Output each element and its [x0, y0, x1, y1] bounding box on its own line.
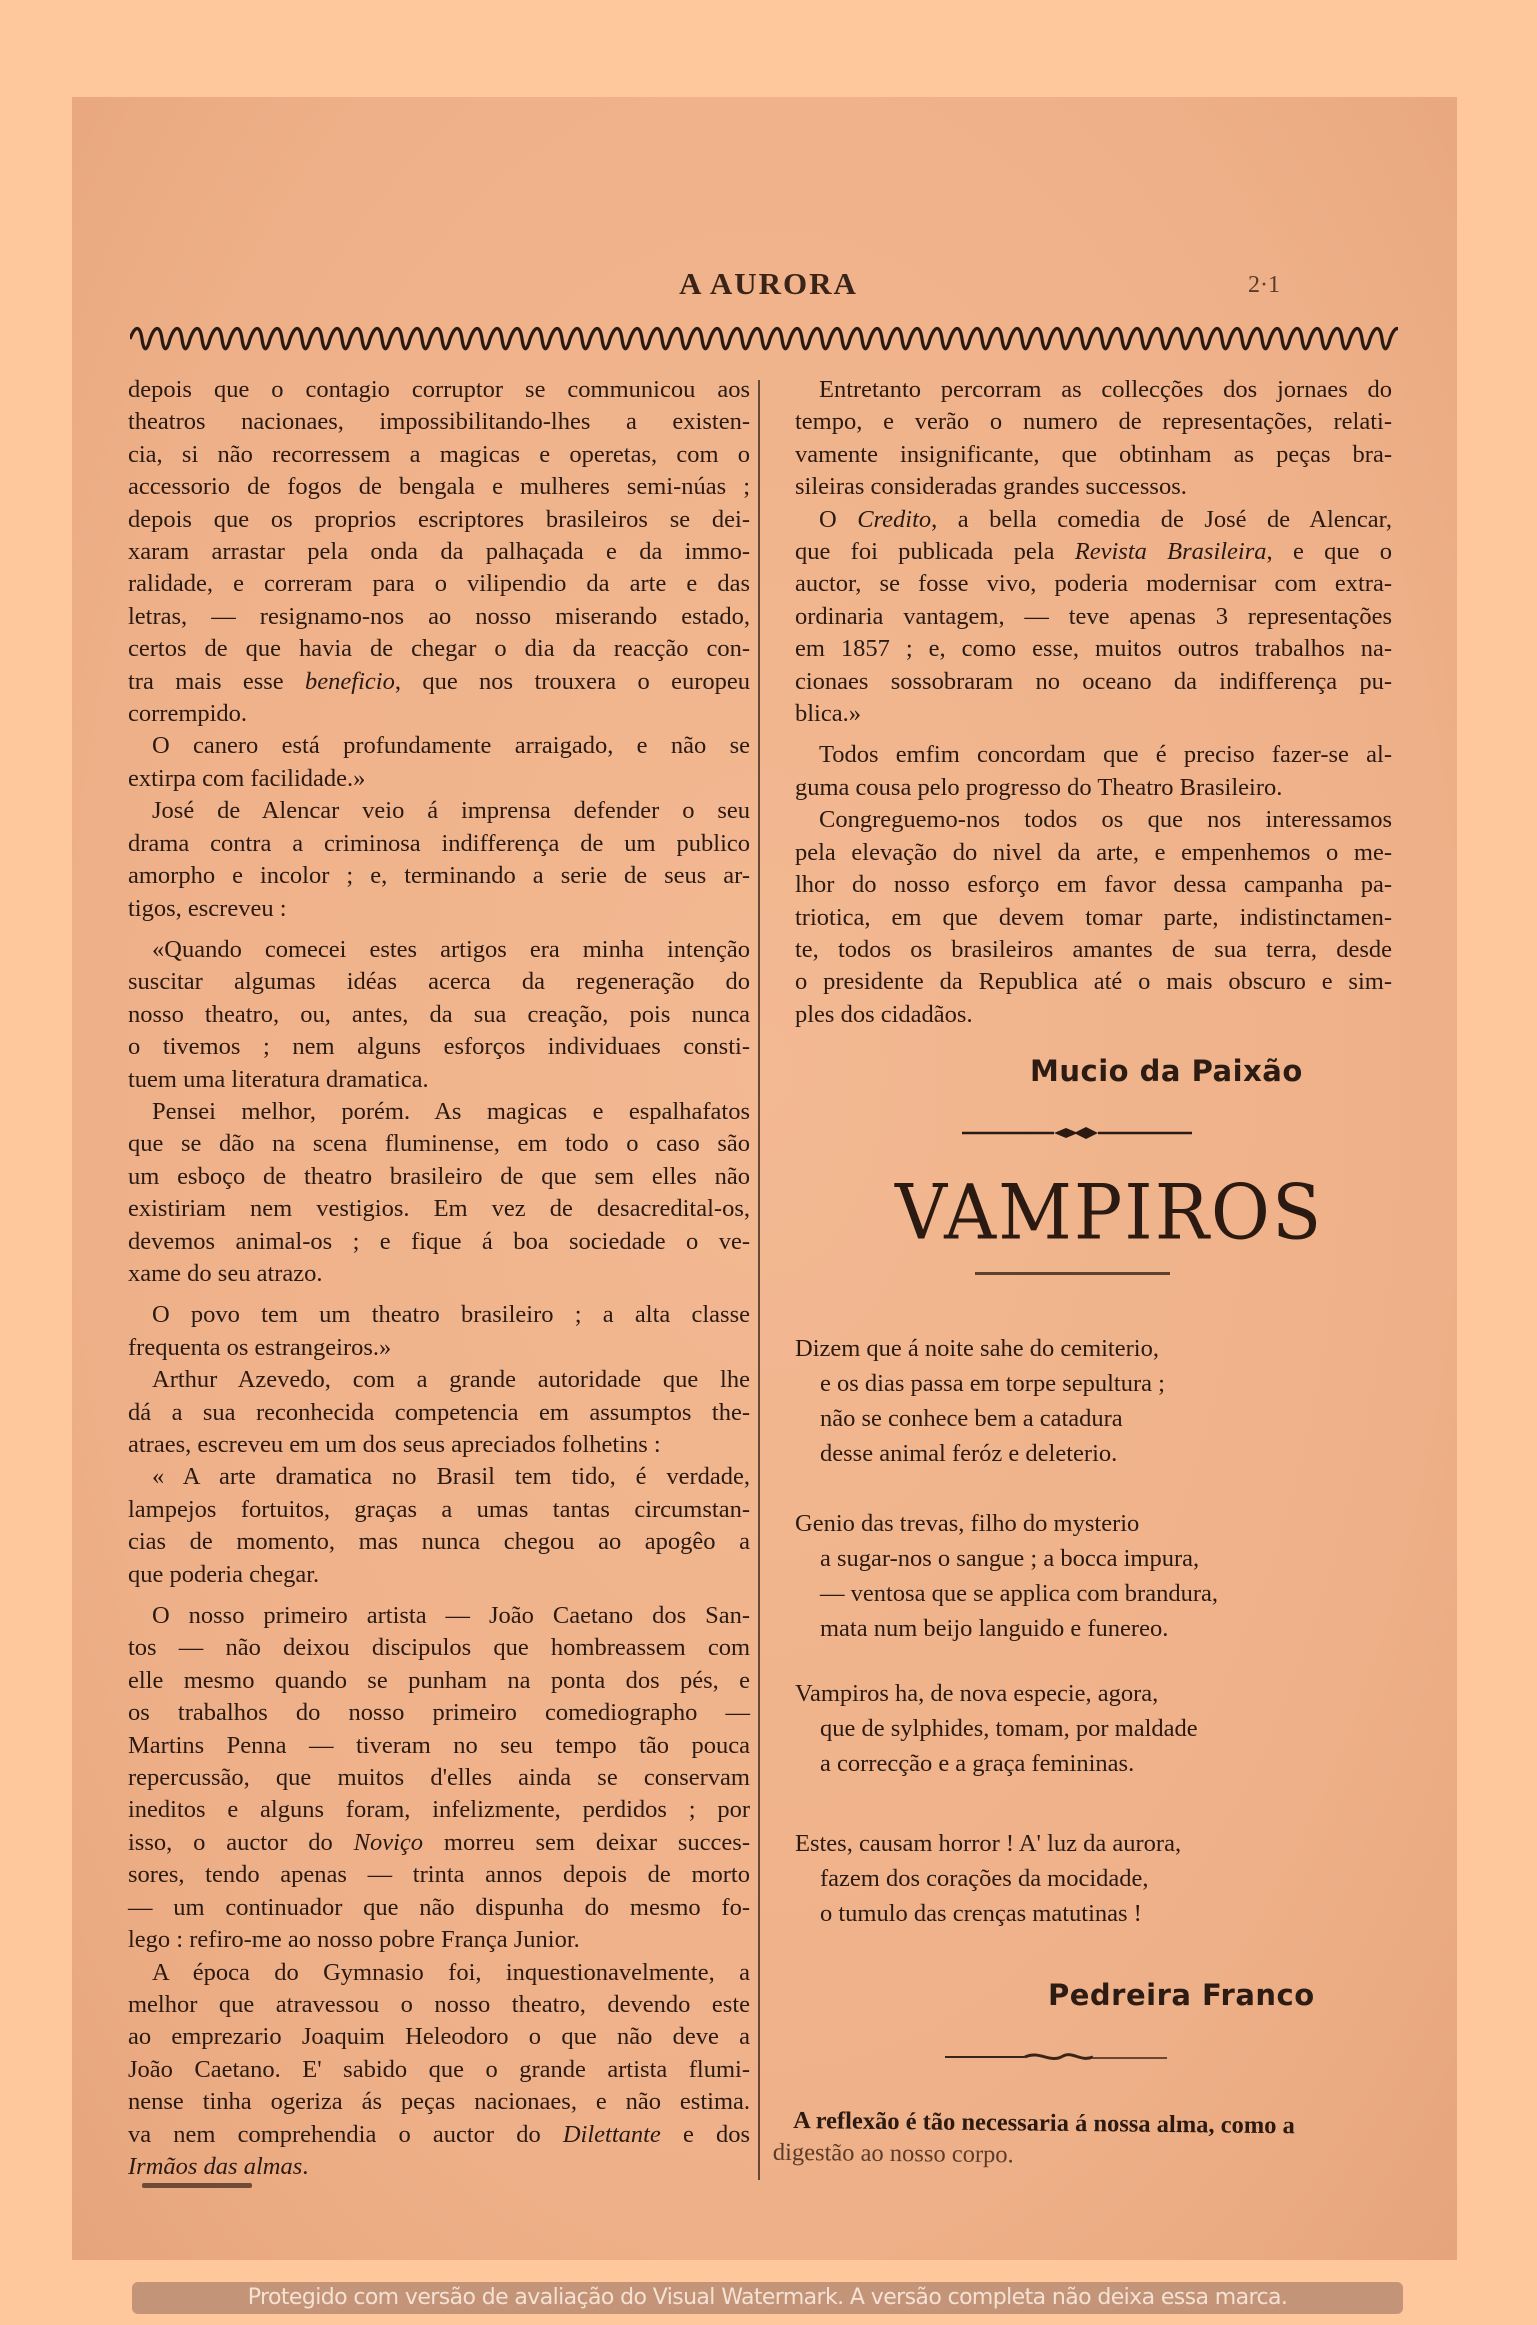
text-line: ao emprezario Joaquim Heleodoro o que não deve a — [128, 2023, 750, 2051]
text-line: Arthur Azevedo, com a grande autoridade que lhe — [152, 1366, 750, 1394]
poem-line: Dizem que á noite sahe do cemiterio, — [795, 1335, 1159, 1362]
text-line: nosso theatro, ou, antes, da sua creação, pois nunca — [128, 1000, 750, 1028]
text-line: o tivemos ; nem alguns esforços individuaes consti- — [128, 1033, 750, 1061]
maxim-line: digestão ao nosso corpo. — [772, 2138, 1014, 2169]
text-line: Congreguemo-nos todos os que nos interessamos — [819, 806, 1392, 834]
text-line: melhor que atravessou o nosso theatro, devendo este — [128, 1990, 750, 2018]
poem-line: desse animal feróz e deleterio. — [820, 1440, 1118, 1467]
poem-line: — ventosa que se applica com brandura, — [820, 1580, 1218, 1607]
text-line: te, todos os brasileiros amantes de sua terra, desde — [795, 935, 1392, 963]
text-line: vamente insignificante, que obtinham as peças bra- — [795, 440, 1392, 468]
text-segment: O — [819, 505, 858, 533]
text-line: « A arte dramatica no Brasil tem tido, é verdade, — [152, 1463, 750, 1491]
text-line: blica.» — [795, 700, 861, 728]
text-line: os trabalhos do nosso primeiro comediographo — — [128, 1699, 750, 1727]
text-line: tos — não deixou discipulos que hombreassem com — [128, 1634, 750, 1662]
text-line: atraes, escreveu em um dos seus apreciados folhetins : — [128, 1431, 661, 1458]
paragraph — [128, 1096, 750, 1290]
italic-title: Noviço — [353, 1828, 424, 1856]
poem-line: e os dias passa em torpe sepultura ; — [820, 1370, 1165, 1397]
poem-line: Vampiros ha, de nova especie, agora, — [795, 1680, 1159, 1707]
watermark-notice: Protegido com versão de avaliação do Visual Watermark. A versão completa não deixa essa marca. — [132, 2282, 1403, 2314]
poem-title: VAMPIROS — [895, 1167, 1324, 1257]
paragraph — [795, 504, 1392, 731]
text-line: sores, tendo apenas — trinta annos depois de morto — [128, 1861, 750, 1889]
text-segment: , e que o — [1266, 538, 1392, 566]
text-line: amorpho e incolor ; e, terminando a serie de seus ar- — [128, 862, 750, 890]
text-line: existiriam nem vestigios. Em vez de desacredital-os, — [128, 1195, 750, 1223]
text-segment: isso, o auctor do — [128, 1828, 354, 1856]
text-line: ineditos e alguns foram, infelizmente, perdidos ; por — [128, 1796, 750, 1824]
text-line: O canero está profundamente arraigado, e não se — [152, 732, 750, 760]
text-line: tempo, e verão o numero de representações, relati- — [795, 408, 1392, 436]
text-line: em 1857 ; e, como esse, muitos outros trabalhos na- — [795, 635, 1392, 663]
text-line — [128, 2119, 750, 2151]
paragraph — [128, 1600, 750, 1956]
text-line: ralidade, e correram para o vilipendio da arte e das — [128, 570, 750, 598]
poem-line: não se conhece bem a catadura — [820, 1405, 1123, 1432]
text-line: tigos, escreveu : — [128, 894, 287, 922]
text-line — [128, 1827, 750, 1859]
text-line: elle mesmo quando se punham na ponta dos pés, e — [128, 1666, 750, 1694]
text-line: extirpa com facilidade.» — [128, 764, 366, 792]
poem-stanza — [795, 1676, 1198, 1781]
text-line: accessorio de fogos de bengala e mulheres semi-núas ; — [128, 473, 750, 501]
text-segment: que foi publicada pela — [795, 538, 1075, 566]
paragraph — [128, 1299, 750, 1364]
text-line: «Quando comecei estes artigos era minha intenção — [152, 935, 750, 963]
text-line — [128, 666, 750, 698]
text-line: ordinaria vantagem, — teve apenas 3 representações — [795, 602, 1392, 630]
text-line: um esboço de theatro brasileiro de que sem elles não — [128, 1162, 750, 1190]
text-line: repercussão, que muitos d'elles ainda se conservam — [128, 1764, 750, 1792]
text-line: cionaes sossobraram no oceano da indifferença pu- — [795, 667, 1392, 695]
text-line: o presidente da Republica até o mais obscuro e sim- — [795, 968, 1392, 996]
text-line: triotica, em que devem tomar parte, indistinctamen- — [795, 903, 1392, 931]
text-line: pela elevação do nivel da arte, e empenhemos o me- — [795, 838, 1392, 866]
text-line — [795, 536, 1392, 568]
poem-line: Estes, causam horror ! A' luz da aurora, — [795, 1830, 1182, 1857]
poem-stanza — [795, 1826, 1181, 1931]
text-line: suscitar algumas idéas acerca da regeneração do — [128, 968, 750, 996]
poem-author: Pedreira Franco — [1048, 1978, 1315, 2012]
paragraph — [128, 1957, 750, 2184]
poem-line: a correcção e a graça femininas. — [820, 1750, 1135, 1777]
text-line: ples dos cidadãos. — [795, 1000, 973, 1028]
text-line: cias de momento, mas nunca chegou ao apogêo a — [128, 1528, 750, 1556]
text-line: nense tinha ogeriza ás peças nacionaes, e não estima. — [128, 2088, 750, 2116]
poem-stanza — [795, 1331, 1165, 1471]
paragraph — [795, 374, 1392, 504]
column-divider — [758, 380, 760, 2180]
text-line: O povo tem um theatro brasileiro ; a alta classe — [152, 1301, 750, 1329]
page-number: 2·1 — [1248, 272, 1280, 298]
poem-line: fazem dos corações da mocidade, — [820, 1865, 1149, 1892]
text-segment: . — [302, 2152, 309, 2180]
poem-line: mata num beijo languido e funereo. — [820, 1615, 1169, 1642]
text-segment: , a bella comedia de José de Alencar, — [931, 505, 1392, 533]
text-line: frequenta os estrangeiros.» — [128, 1333, 392, 1361]
italic-title: Dilettante — [562, 2120, 661, 2148]
italic-title: Credito — [857, 505, 932, 533]
paragraph — [128, 1364, 750, 1461]
paragraph — [128, 934, 750, 1096]
paragraph — [128, 374, 750, 730]
poem-stanza — [795, 1506, 1218, 1646]
text-line: tuem uma literatura dramatica. — [128, 1065, 429, 1093]
text-line: corrempido. — [128, 700, 248, 728]
end-mark — [142, 2183, 252, 2188]
text-line: lego : refiro-me ao nosso pobre França Junior. — [128, 1926, 580, 1954]
paragraph — [128, 1461, 750, 1591]
text-line: que poderia chegar. — [128, 1560, 320, 1588]
text-line: guma cousa pelo progresso do Theatro Brasileiro. — [795, 773, 1283, 801]
poem-line: o tumulo das crenças matutinas ! — [820, 1900, 1142, 1927]
text-line: A época do Gymnasio foi, inquestionavelmente, a — [152, 1958, 750, 1986]
right-column — [795, 374, 1392, 1031]
article-signature: Mucio da Paixão — [1030, 1054, 1303, 1088]
italic-title: beneficio — [305, 667, 395, 695]
text-line: Entretanto percorram as collecções dos jornaes do — [819, 376, 1392, 403]
text-line: sileiras consideradas grandes successos. — [795, 473, 1187, 501]
text-line: depois que o contagio corruptor se communicou aos — [128, 376, 750, 403]
paragraph — [128, 730, 750, 795]
left-column — [128, 374, 750, 2183]
text-line: Pensei melhor, porém. As magicas e espalhafatos — [152, 1097, 750, 1125]
italic-title: Irmãos das almas — [128, 2152, 303, 2180]
paragraph — [795, 739, 1392, 804]
italic-title: Revista Brasileira — [1074, 538, 1267, 566]
poem-line: a sugar-nos o sangue ; a bocca impura, — [820, 1545, 1200, 1572]
title-underline — [975, 1272, 1170, 1275]
text-line: depois que os proprios escriptores brasileiros se dei- — [128, 505, 750, 533]
text-line: João Caetano. E' sabido que o grande artista flumi- — [128, 2055, 750, 2083]
text-line — [795, 504, 1392, 536]
text-segment: , que nos trouxera o europeu — [394, 667, 750, 695]
text-line: cia, si não recorressem a magicas e operetas, com o — [128, 440, 750, 468]
text-line — [128, 2151, 750, 2183]
text-line: O nosso primeiro artista — João Caetano dos San- — [152, 1602, 750, 1630]
text-line: auctor, se fosse vivo, poderia modernisar com extra- — [795, 570, 1392, 598]
text-line: xame do seu atrazo. — [128, 1259, 323, 1287]
maxim-line: A reflexão é tão necessaria á nossa alma, como a — [793, 2107, 1296, 2140]
running-title: A AURORA — [679, 266, 858, 301]
text-line: xaram arrastar pela onda da palhaçada e da immo- — [128, 538, 750, 566]
text-line: devemos animal-os ; e fique á boa sociedade o ve- — [128, 1227, 750, 1255]
text-line: — um continuador que não dispunha do mesmo fo- — [128, 1893, 750, 1921]
text-line: theatros nacionaes, impossibilitando-lhes a existen- — [128, 408, 750, 436]
text-line: dá a sua reconhecida competencia em assumptos the- — [128, 1398, 750, 1426]
closing-maxim — [773, 2105, 1384, 2175]
paragraph — [128, 795, 750, 925]
text-line: Todos emfim concordam que é preciso fazer-se al- — [819, 741, 1392, 769]
text-line: lhor do nosso esforço em favor dessa campanha pa- — [795, 871, 1392, 899]
text-segment: e dos — [660, 2120, 750, 2148]
text-line: Martins Penna — tiveram no seu tempo tão pouca — [128, 1731, 750, 1759]
text-line: letras, — resignamo-nos ao nosso miserando estado, — [128, 602, 750, 630]
divider-ornament — [962, 1125, 1192, 1141]
text-line: drama contra a criminosa indifferença de um publico — [128, 829, 750, 857]
divider-ornament — [945, 2050, 1167, 2064]
poem-line: que de sylphides, tomam, por maldade — [820, 1715, 1198, 1742]
text-segment: va nem comprehendia o auctor do — [128, 2120, 563, 2148]
wavy-rule-ornament — [130, 325, 1398, 353]
text-line: José de Alencar veio á imprensa defender o seu — [152, 797, 750, 825]
poem-line: Genio das trevas, filho do mysterio — [795, 1510, 1140, 1537]
text-line: que se dão na scena fluminense, em todo o caso são — [128, 1130, 750, 1158]
paragraph — [795, 804, 1392, 1031]
text-line: certos de que havia de chegar o dia da reacção con- — [128, 635, 750, 663]
text-segment: morreu sem deixar succes- — [423, 1828, 750, 1856]
text-line: lampejos fortuitos, graças a umas tantas circumstan- — [128, 1495, 750, 1523]
text-segment: tra mais esse — [128, 667, 306, 695]
